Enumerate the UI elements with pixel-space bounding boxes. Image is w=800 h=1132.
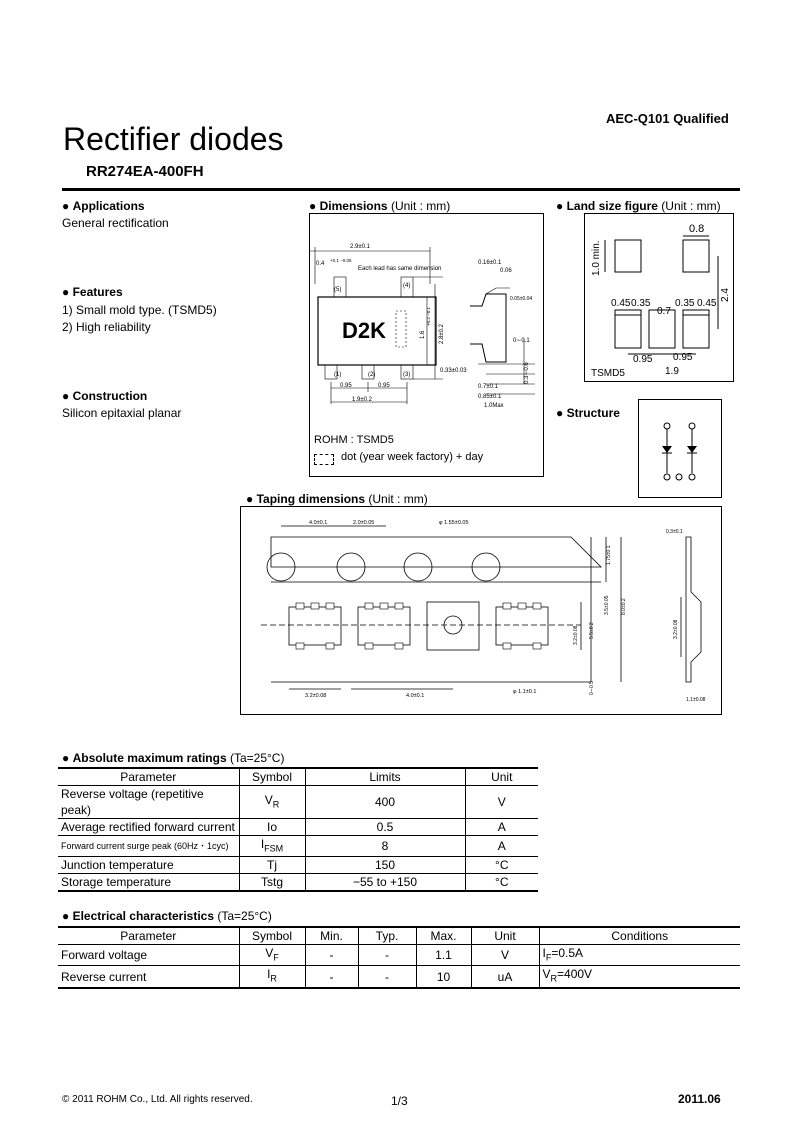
package-marking: D2K <box>342 318 387 343</box>
land-min-label: 1.0 min. <box>591 240 602 276</box>
dim-h2-label: 2.8±0.2 <box>439 324 445 344</box>
table-row <box>58 786 538 819</box>
symbol-text: Tj <box>267 858 277 873</box>
tape-t10-label: 3.2±0.08 <box>305 693 327 699</box>
tape-t4-label: 1.75±0.1 <box>606 545 612 565</box>
taping-drawing <box>241 507 721 714</box>
dim-note-label: Each lead has same dimension <box>358 266 442 272</box>
footer-date: 2011.06 <box>678 1092 721 1106</box>
symbol-text: V <box>264 792 273 807</box>
land-height-label: 2.4 <box>720 288 731 302</box>
limit-cell: 0.5 <box>305 819 465 836</box>
col-conditions: Conditions <box>539 927 740 945</box>
unit-cell: °C <box>465 857 538 874</box>
dim-lead-tol-label: +0.1 −0.05 <box>330 258 352 263</box>
typ-cell: - <box>358 945 416 966</box>
land-box <box>584 213 734 382</box>
symbol-cell <box>239 874 305 892</box>
dot-marker-icon <box>314 454 334 465</box>
copyright: © 2011 ROHM Co., Ltd. All rights reserved. <box>62 1094 253 1105</box>
unit-cell: °C <box>465 874 538 892</box>
page-number: 1/3 <box>391 1094 408 1108</box>
limit-cell: 400 <box>305 786 465 819</box>
tape-t1-label: 4.0±0.1 <box>309 520 328 526</box>
qualification-label: AEC-Q101 Qualified <box>606 111 729 126</box>
symbol-sub: R <box>272 799 280 810</box>
abs-max-table <box>58 767 538 892</box>
table-row <box>58 836 538 857</box>
symbol-text: Io <box>266 820 277 834</box>
land-heading: ● Land size figure (Unit : mm) <box>556 199 721 213</box>
dim-s5-label: 1.0Max <box>484 403 504 409</box>
symbol-cell <box>239 786 305 819</box>
symbol-text: I <box>267 967 271 982</box>
cond-symbol: V <box>542 967 551 982</box>
land-total-label: 1.9 <box>665 366 679 377</box>
features-item-1: 1) Small mold type. (TSMD5) <box>62 303 217 317</box>
tape-t7-label: 3.2±0.08 <box>573 625 579 645</box>
table-header-row <box>58 768 538 786</box>
dim-t1-label: 0.16±0.1 <box>478 260 502 266</box>
symbol-text: I <box>260 837 265 851</box>
cond-sub: R <box>550 973 558 984</box>
symbol-sub: R <box>270 973 277 984</box>
features-item-2: 2) High reliability <box>62 320 151 334</box>
taping-heading: ● Taping dimensions (Unit : mm) <box>246 492 428 506</box>
param-cell: Forward current surge peak (60Hz・1cyc) <box>58 836 239 857</box>
table-header-row <box>58 927 740 945</box>
pin-3-label: (3) <box>403 372 411 378</box>
tape-t9-label: 0∼0.5 <box>589 681 595 695</box>
conditions-cell <box>539 966 740 988</box>
symbol-text: V <box>265 946 274 960</box>
land-w1-label: 0.45 <box>611 298 631 309</box>
tape-t6-label: 8.0±0.2 <box>621 598 627 615</box>
unit-cell: V <box>465 786 538 819</box>
dim-lead-label: 0.4 <box>316 261 325 267</box>
param-cell: Junction temperature <box>58 857 239 874</box>
symbol-sub: F <box>273 952 279 963</box>
package-note: ROHM : TSMD5 <box>314 434 394 446</box>
land-p1-label: 0.95 <box>633 354 653 365</box>
land-w2-label: 0.35 <box>631 298 651 309</box>
symbol-text: Tstg <box>260 875 283 890</box>
dim-t3-label: 0.05±0.04 <box>510 296 533 302</box>
construction-heading: ● Construction <box>62 389 148 403</box>
table-row <box>58 874 538 892</box>
table-row <box>58 945 740 966</box>
dim-t2-label: 0.06 <box>500 268 512 274</box>
col-unit: Unit <box>471 927 539 945</box>
taping-box <box>240 506 722 715</box>
land-top-label: 0.8 <box>689 223 705 235</box>
land-w4-label: 0.35 <box>675 298 695 309</box>
table-row <box>58 857 538 874</box>
unit-cell: uA <box>471 966 539 988</box>
dim-s1-label: 0∼0.1 <box>513 338 530 344</box>
tape-t15-label: 1.1±0.08 <box>686 697 706 703</box>
structure-heading: ● Structure <box>556 406 620 420</box>
tape-t14-label: 3.2±0.08 <box>673 619 679 639</box>
tape-t8-label: 5.5±0.2 <box>589 622 595 639</box>
table-row <box>58 819 538 836</box>
symbol-cell <box>239 857 305 874</box>
col-typ: Typ. <box>358 927 416 945</box>
dim-foot-label: 0.33±0.03 <box>440 368 467 374</box>
cond-value: =0.5A <box>551 946 584 960</box>
max-cell: 10 <box>416 966 471 988</box>
symbol-sub: FSM <box>264 843 284 854</box>
min-cell: - <box>305 945 358 966</box>
header-rule <box>62 188 740 191</box>
symbol-cell <box>239 836 305 857</box>
symbol-cell <box>239 819 305 836</box>
col-max: Max. <box>416 927 471 945</box>
pin-4-label: (4) <box>403 283 411 289</box>
page-title: Rectifier diodes <box>63 121 284 157</box>
min-cell: - <box>305 966 358 988</box>
dim-s2-label: 0.3∼0.6 <box>524 362 530 384</box>
tape-t13-label: 0.3±0.1 <box>666 529 683 535</box>
tape-t5-label: 3.5±0.05 <box>604 595 610 615</box>
cond-sub: F <box>545 952 552 963</box>
structure-diagram-icon <box>639 400 721 497</box>
dimensions-heading: ● Dimensions (Unit : mm) <box>309 199 451 213</box>
col-min: Min. <box>305 927 358 945</box>
limit-cell: −55 to +150 <box>305 874 465 892</box>
col-symbol: Symbol <box>239 927 305 945</box>
elec-table <box>58 926 740 989</box>
part-number: RR274EA-400FH <box>86 163 204 180</box>
col-parameter: Parameter <box>58 768 239 786</box>
param-cell: Storage temperature <box>58 874 239 892</box>
applications-heading: ● Applications <box>62 199 145 213</box>
tape-t11-label: 4.0±0.1 <box>406 693 425 699</box>
tape-t12-label: φ 1.1±0.1 <box>513 689 537 695</box>
col-symbol: Symbol <box>239 768 305 786</box>
col-unit: Unit <box>465 768 538 786</box>
pin-5-label: (5) <box>334 287 342 293</box>
param-cell: Forward voltage <box>58 945 239 966</box>
param-cell: Reverse current <box>58 966 239 988</box>
land-drawing <box>585 214 733 381</box>
land-w5-label: 0.45 <box>697 298 717 309</box>
dim-s3-label: 0.7±0.1 <box>478 384 498 390</box>
dim-p1-label: 0.95 <box>340 383 352 389</box>
symbol-cell <box>239 966 305 988</box>
tape-t2-label: 2.0±0.05 <box>353 520 375 526</box>
cond-symbol: I <box>542 946 546 960</box>
table-row <box>58 966 740 988</box>
param-cell: Reverse voltage (repetitive peak) <box>58 786 239 819</box>
dot-note: dot (year week factory) + day <box>341 451 484 463</box>
dim-h1-tol-label: +0.2 −0.1 <box>426 306 431 326</box>
pin-2-label: (2) <box>368 372 376 378</box>
pin-1-label: (1) <box>334 372 342 378</box>
dim-width-label: 2.9±0.1 <box>350 244 370 250</box>
dim-h1-label: 1.6 <box>420 330 426 339</box>
elec-heading: ● Electrical characteristics (Ta=25°C) <box>62 909 272 923</box>
unit-cell: A <box>465 819 538 836</box>
land-p2-label: 0.95 <box>673 352 693 363</box>
max-cell: 1.1 <box>416 945 471 966</box>
land-w3-label: 0.7 <box>657 306 671 317</box>
col-limits: Limits <box>305 768 465 786</box>
col-parameter: Parameter <box>58 927 239 945</box>
dim-p2-label: 0.95 <box>378 383 390 389</box>
unit-cell: V <box>471 945 539 966</box>
conditions-cell <box>539 945 740 966</box>
dim-pitch-label: 1.9±0.2 <box>352 397 372 403</box>
tape-t3-label: φ 1.55±0.05 <box>439 520 469 526</box>
applications-text: General rectification <box>62 216 169 230</box>
limit-cell: 150 <box>305 857 465 874</box>
land-package-label: TSMD5 <box>591 368 625 379</box>
typ-cell: - <box>358 966 416 988</box>
features-heading: ● Features <box>62 285 123 299</box>
construction-text: Silicon epitaxial planar <box>62 406 182 420</box>
cond-value: =400V <box>557 967 593 982</box>
limit-cell: 8 <box>305 836 465 857</box>
abs-max-heading: ● Absolute maximum ratings (Ta=25°C) <box>62 751 285 765</box>
structure-box <box>638 399 722 498</box>
symbol-cell <box>239 945 305 966</box>
unit-cell: A <box>465 836 538 857</box>
dim-s4-label: 0.85±0.1 <box>478 394 502 400</box>
param-cell: Average rectified forward current <box>58 819 239 836</box>
